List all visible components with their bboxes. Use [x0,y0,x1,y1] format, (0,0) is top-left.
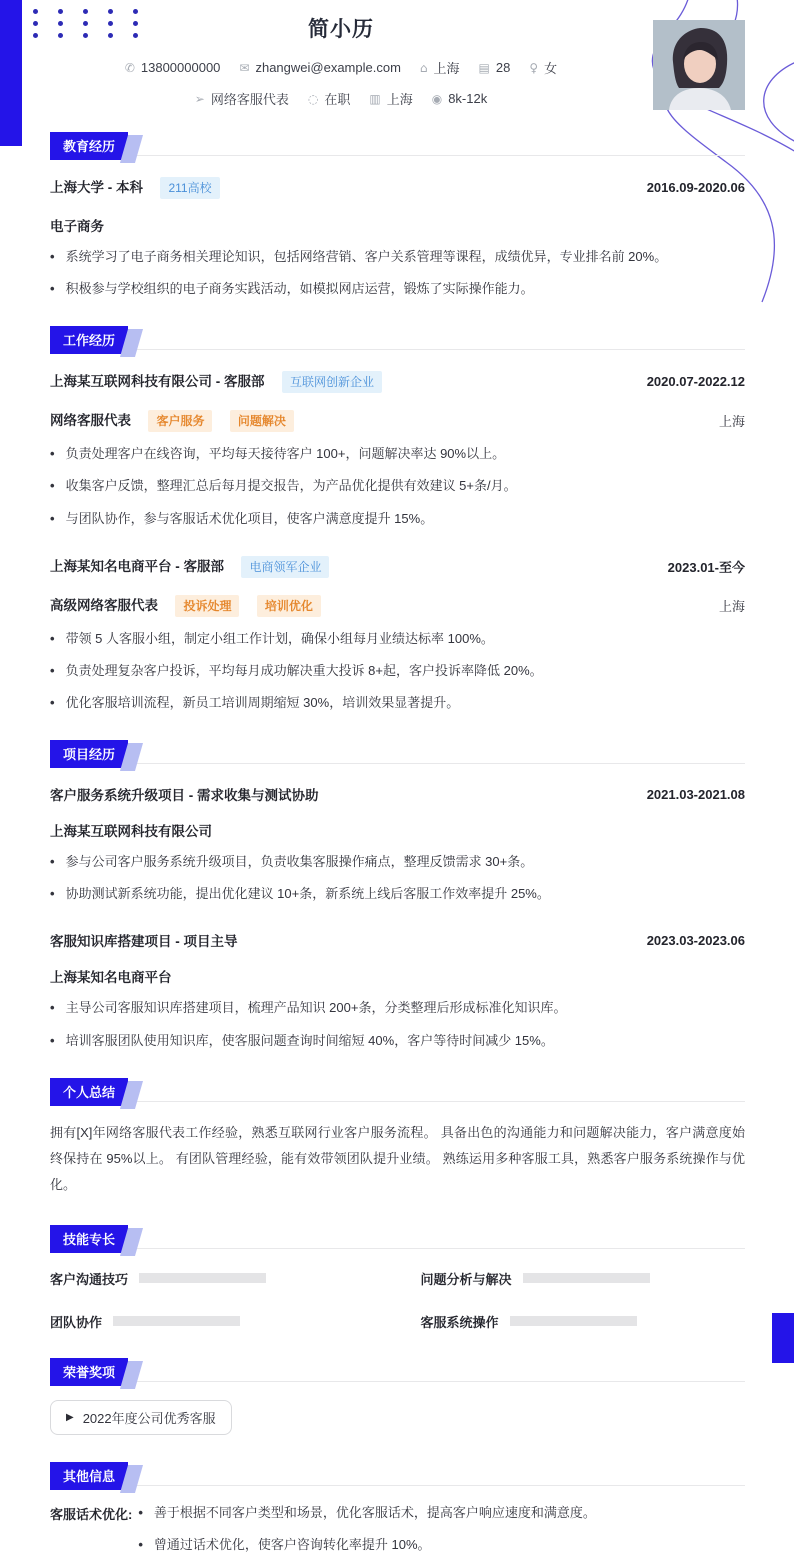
company-tag: 互联网创新企业 [282,371,382,393]
job-role: 高级网络客服代表 [50,597,158,613]
section-badge-projects: 项目经历 [50,740,128,768]
project-2-header [50,930,745,950]
other-info-row [50,1503,745,1555]
section-badge-other: 其他信息 [50,1462,128,1490]
section-header-summary [50,1078,745,1102]
job-date: 2023.01-至今 [667,559,745,575]
skill-label: 客户沟通技巧 [50,1271,129,1287]
skill-bar [113,1316,240,1326]
play-triangle-icon: ▶ [66,1411,74,1423]
role-tag: 问题解决 [230,410,294,432]
section-badge-work: 工作经历 [50,326,128,354]
school-tag: 211高校 [160,177,219,199]
section-header-projects [50,740,745,764]
education-bullets [50,247,745,299]
company-name: 上海某互联网科技有限公司 - 客服部 [50,374,265,390]
job-2-bullets [50,629,745,713]
list-item: • 曾通过话术优化，使客户咨询转化率提升 10%。 [138,1535,596,1555]
project-org: 上海某互联网科技有限公司 [50,824,212,840]
skill-label: 问题分析与解决 [420,1271,512,1287]
age-item [479,60,511,75]
project-1-header [50,784,745,804]
other-info-bullets [138,1503,596,1555]
skill-item [421,1269,746,1288]
home-city-item [420,58,460,77]
skill-item [421,1312,746,1331]
job-role: 网络客服代表 [50,413,131,429]
gender-icon: ♀ [529,60,539,75]
skill-label: 客服系统操作 [420,1314,499,1330]
job-1-header [50,370,745,393]
salary-item [432,91,488,106]
building-icon: ▥ [369,91,381,106]
role-tag: 投诉处理 [175,595,239,617]
header [0,0,682,108]
salary-icon: ◉ [431,91,443,106]
job-intention-value: 网络客服代表 [210,92,289,107]
job-location: 上海 [718,414,745,430]
skill-grid [50,1269,745,1331]
list-item: • 善于根据不同客户类型和场景，优化客服话术，提高客户响应速度和满意度。 [138,1503,596,1523]
role-tag: 培训优化 [257,595,321,617]
project-date: 2021.03-2021.08 [646,786,745,802]
job-date: 2020.07-2022.12 [646,374,745,390]
role-tag: 客户服务 [148,410,212,432]
list-item: • 负责处理复杂客户投诉，平均每月成功解决重大投诉 8+起，客户投诉率降低 20%。 [50,661,745,681]
section-header-other [50,1462,745,1486]
corner-accent-bar-bottom-right [772,1313,794,1363]
age-value: 28 [495,60,511,75]
page-title: 简小历 [308,18,374,41]
job-2-header [50,555,745,578]
status-icon: ◌ [307,91,319,106]
education-major: 电子商务 [50,219,104,234]
list-item: • 培训客服团队使用知识库，使客服问题查询时间缩短 40%，客户等待时间减少 15%。 [50,1031,745,1051]
phone-item [125,60,221,75]
honor-item-label: 2022年度公司优秀客服 [82,1410,216,1426]
section-badge-summary: 个人总结 [50,1078,128,1106]
list-item: • 参与公司客户服务系统升级项目，负责收集客服操作痛点，整理反馈需求 30+条。 [50,852,745,872]
gender-value: 女 [544,61,558,76]
gender-item [529,58,557,77]
school-name: 上海大学 - 本科 [50,180,143,195]
project-1-bullets [50,852,745,904]
skill-bar [510,1316,637,1326]
project-name: 客户服务系统升级项目 - 需求收集与测试协助 [50,788,319,804]
section-badge-education: 教育经历 [50,132,128,160]
other-info-label: 客服话术优化: [50,1506,133,1522]
section-header-honors [50,1358,745,1382]
list-item: • 积极参与学校组织的电子商务实践活动，如模拟网店运营，锻炼了实际操作能力。 [50,279,745,299]
section-header-work [50,326,745,350]
skill-bar [523,1273,650,1283]
contact-row-1 [0,58,682,77]
mail-icon: ✉ [239,60,250,75]
job-status-item [308,89,351,108]
project-2-bullets [50,998,745,1050]
section-badge-skills: 技能专长 [50,1225,128,1253]
list-item: • 主导公司客服知识库搭建项目，梳理产品知识 200+条，分类整理后形成标准化知识库。 [50,998,745,1018]
home-city-value: 上海 [433,61,460,76]
company-tag: 电商领军企业 [241,556,329,578]
email-value: zhangwei@example.com [255,60,401,75]
project-name: 客服知识库搭建项目 - 项目主导 [50,934,238,950]
resume-content [50,132,745,1555]
company-name: 上海某知名电商平台 - 客服部 [50,558,224,574]
skill-item [50,1269,375,1288]
honor-item-button[interactable] [50,1400,232,1435]
project-date: 2023.03-2023.06 [646,932,745,948]
project-org: 上海某知名电商平台 [50,970,172,986]
section-header-skills [50,1225,745,1249]
skill-bar [139,1273,266,1283]
section-badge-honors: 荣誉奖项 [50,1358,128,1386]
email-item [239,60,401,75]
job-2-role-row [50,594,745,617]
list-item: • 协助测试新系统功能，提出优化建议 10+条，新系统上线后客服工作效率提升 25%。 [50,884,745,904]
job-location: 上海 [718,598,745,614]
list-item: • 带领 5 人客服小组，制定小组工作计划，确保小组每月业绩达标率 100%。 [50,629,745,649]
job-intention-item [195,89,289,108]
work-city-item [369,89,412,108]
home-icon: ⌂ [419,60,428,75]
paper-plane-icon: ➢ [194,91,205,106]
list-item: • 系统学习了电子商务相关理论知识，包括网络营销、客户关系管理等课程，成绩优异，专业排名前 20%。 [50,247,745,267]
list-item: • 与团队协作，参与客服话术优化项目，使客户满意度提升 15%。 [50,509,745,529]
contact-row-2 [0,89,682,108]
work-city-value: 上海 [386,92,413,107]
job-status-value: 在职 [324,92,351,107]
section-header-education [50,132,745,156]
salary-value: 8k-12k [448,91,488,106]
calendar-icon: ▤ [478,60,490,75]
skill-item [50,1312,375,1331]
list-item: • 负责处理客户在线咨询，平均每天接待客户 100+，问题解决率达 90%以上。 [50,444,745,464]
phone-value: 13800000000 [140,60,221,75]
education-entry-header [50,176,745,199]
job-1-bullets [50,444,745,528]
phone-icon: ✆ [124,60,135,75]
education-date: 2016.09-2020.06 [646,180,745,195]
list-item: • 收集客户反馈，整理汇总后每月提交报告，为产品优化提供有效建议 5+条/月。 [50,476,745,496]
skill-label: 团队协作 [50,1314,103,1330]
summary-text: 拥有[X]年网络客服代表工作经验，熟悉互联网行业客户服务流程。 具备出色的沟通能力和问题解决能力，客户满意度始终保持在 95%以上。 有团队管理经验，能有效带领团队提升业绩。 熟练运用多种客服工具，熟悉客户服务系统操作与优化。 [50,1124,745,1192]
list-item: • 优化客服培训流程，新员工培训周期缩短 30%，培训效果显著提升。 [50,693,745,713]
job-1-role-row [50,409,745,432]
